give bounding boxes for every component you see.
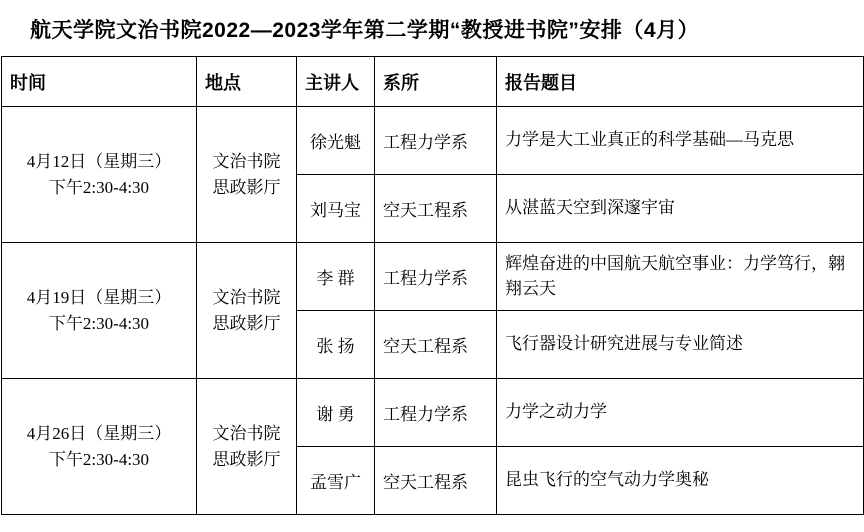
speaker-cell: 张 扬 [297, 311, 375, 379]
speaker-cell: 谢 勇 [297, 379, 375, 447]
place-line-1: 文治书院 [212, 424, 281, 443]
topic-cell: 从湛蓝天空到深邃宇宙 [497, 175, 864, 243]
column-header-department-label: 系所 [383, 72, 419, 93]
schedule-table [1, 56, 864, 515]
time-line-2: 下午2:30-4:30 [48, 449, 150, 469]
speaker-cell: 孟雪广 [297, 447, 375, 515]
page-title: 航天学院文治书院2022—2023学年第二学期“教授进书院”安排（4月） [30, 19, 700, 42]
place-line-2: 思政影厅 [212, 313, 281, 333]
table-header-row [2, 57, 864, 107]
column-header-place [197, 57, 297, 107]
topic-cell: 力学是大工业真正的科学基础—马克思 [497, 107, 864, 175]
table-row [2, 379, 864, 447]
place-line-1: 文治书院 [212, 152, 281, 171]
topic-cell: 飞行器设计研究进展与专业简述 [497, 311, 864, 379]
column-header-time [2, 57, 197, 107]
table-body [2, 107, 864, 515]
speaker-cell: 李 群 [297, 243, 375, 311]
time-line-2: 下午2:30-4:30 [48, 177, 150, 197]
place-cell [197, 107, 297, 243]
topic-cell: 昆虫飞行的空气动力学奥秘 [497, 447, 864, 515]
table-header [2, 57, 864, 107]
topic-cell: 辉煌奋进的中国航天航空事业：力学笃行，翱翔云天 [497, 243, 864, 311]
department-cell: 工程力学系 [375, 379, 497, 447]
time-line-1: 4月26日（星期三） [26, 424, 172, 443]
place-cell [197, 243, 297, 379]
place-line-2: 思政影厅 [212, 177, 281, 197]
column-header-topic [497, 57, 864, 107]
table-row [2, 107, 864, 175]
time-cell [2, 107, 197, 243]
time-line-2: 下午2:30-4:30 [48, 313, 150, 333]
topic-cell: 力学之动力学 [497, 379, 864, 447]
department-cell: 空天工程系 [375, 175, 497, 243]
time-cell [2, 379, 197, 515]
column-header-speaker-label: 主讲人 [305, 72, 359, 93]
department-cell: 工程力学系 [375, 243, 497, 311]
column-header-department [375, 57, 497, 107]
department-cell: 空天工程系 [375, 311, 497, 379]
speaker-cell: 刘马宝 [297, 175, 375, 243]
column-header-speaker [297, 57, 375, 107]
department-cell: 空天工程系 [375, 447, 497, 515]
department-cell: 工程力学系 [375, 107, 497, 175]
table-row [2, 243, 864, 311]
column-header-time-label: 时间 [10, 72, 46, 93]
place-cell [197, 379, 297, 515]
place-line-2: 思政影厅 [212, 449, 281, 469]
column-header-place-label: 地点 [205, 72, 241, 93]
time-line-1: 4月12日（星期三） [26, 152, 172, 171]
place-line-1: 文治书院 [212, 288, 281, 307]
speaker-cell: 徐光魁 [297, 107, 375, 175]
column-header-topic-label: 报告题目 [505, 72, 577, 93]
time-line-1: 4月19日（星期三） [26, 288, 172, 307]
time-cell [2, 243, 197, 379]
